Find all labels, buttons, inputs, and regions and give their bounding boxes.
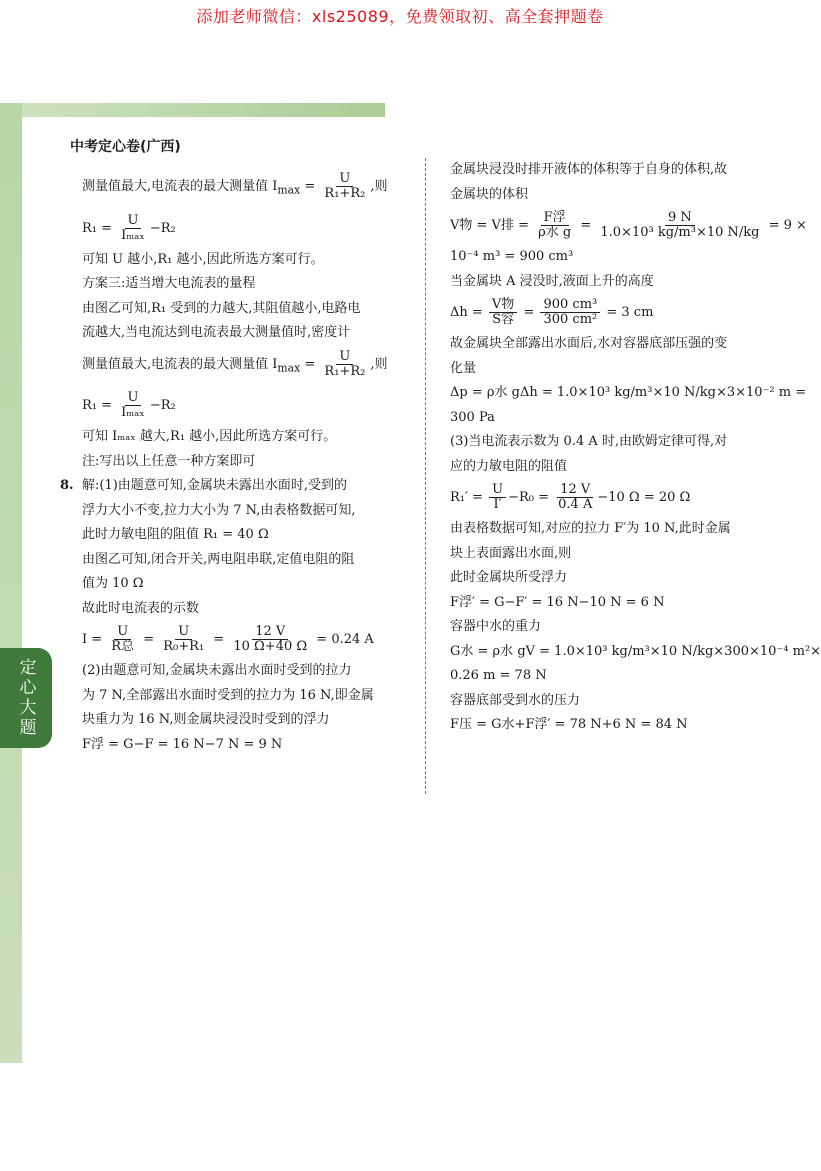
text-line: 由表格数据可知,对应的拉力 F′为 10 N,此时金属 [450, 521, 731, 536]
page-header: 中考定心卷(广西) [70, 139, 181, 155]
text-line: 流越大,当电流达到电流表最大测量值时,密度计 [82, 325, 351, 341]
numerator: 12 V [252, 625, 288, 640]
numerator: 12 V [557, 483, 593, 498]
text-line: 可知 U 越小,R₁ 越小,因此所选方案可行。 [82, 251, 324, 267]
fraction [108, 625, 137, 654]
fraction [118, 214, 148, 243]
text-line [82, 346, 417, 388]
text: 测量值最大,电流表的最大测量值 I [82, 179, 278, 194]
text-line: (2)由题意可知,金属块未露出水面时受到的拉力 [82, 663, 352, 679]
text-line: 注:写出以上任意一种方案即可 [82, 453, 256, 469]
denominator: I′ [493, 497, 502, 512]
text: 解:(1)由题意可知,金属块未露出水面时,受到的 [82, 478, 348, 494]
formula-line: I = $\frac{U}{\text{R总}}$ = $\frac{U}{\text{R₀+R₁}}$ = $\frac{12 V}{10 \Omega+40 \Omega}$ = 0.24 A [82, 624, 374, 655]
text: −R₀ = [508, 490, 554, 505]
formula-line: F压 = G水+F浮′ = 78 N+6 N = 84 N [450, 717, 688, 732]
numerator: U [125, 214, 142, 229]
denominator: ρ水 g [538, 225, 572, 240]
fraction [489, 298, 517, 327]
formula-line: 0.26 m = 78 N [450, 668, 547, 683]
page-top-border [0, 103, 385, 117]
text-line: 为 7 N,全部露出水面时受到的拉力为 16 N,即金属 [82, 687, 374, 703]
text: ,则 [370, 356, 388, 372]
text-line: 块重力为 16 N,则金属块浸没时受到的浮力 [82, 712, 330, 728]
text: ,则 [370, 179, 388, 194]
text: R₁′ = [450, 490, 488, 505]
formula-line: F浮 = G−F = 16 N−7 N = 9 N [82, 736, 283, 752]
text-line: 金属块的体积 [450, 186, 529, 202]
column-divider [425, 158, 426, 794]
text-line: 值为 10 Ω [82, 576, 144, 592]
formula-line [82, 210, 417, 248]
watermark-banner: 添加老师微信：xls25089，免费领取初、高全套押题卷 [196, 7, 604, 26]
denominator: R₁+R₂ [324, 186, 366, 201]
fraction [321, 350, 368, 379]
numerator: V物 [489, 298, 517, 313]
text-line: 此时金属块所受浮力 [450, 570, 568, 585]
question-number: 8. [60, 478, 74, 494]
formula-line: 10⁻⁴ m³ = 900 cm³ [450, 249, 574, 264]
section-side-tab: 定心大题 [0, 648, 52, 748]
denominator: 0.4 A [558, 497, 593, 512]
text-line: 此时力敏电阻的阻值 R₁ = 40 Ω [82, 527, 269, 543]
right-column [450, 158, 821, 738]
text: R₁ = [82, 398, 117, 414]
text-line: 浮力大小不变,拉力大小为 7 N,由表格数据可知, [82, 502, 356, 518]
text: 测量值最大,电流表的最大测量值 I [82, 356, 278, 372]
text-line: 当金属块 A 浸没时,液面上升的高度 [450, 273, 654, 289]
fraction [321, 172, 368, 201]
text-line: 金属块浸没时排开液体的体积等于自身的体积,故 [450, 162, 728, 177]
denominator: R总 [111, 639, 135, 655]
formula-line [450, 479, 790, 517]
fraction [489, 483, 506, 512]
numerator: U [336, 350, 353, 365]
subscript: max [277, 183, 301, 197]
page-left-border [0, 103, 22, 1063]
text-line: 化量 [450, 360, 477, 376]
fraction [535, 211, 574, 240]
formula-line: V物 = V排 = $\frac{\text{F浮}}{\text{ρ水 g}}$ = $\frac{9 N}{\text{1.0×10³ kg/m³×10 N/kg}}$ = 9 × [450, 210, 807, 240]
text-line: 容器底部受到水的压力 [450, 692, 581, 708]
denominator: R₀+R₁ [163, 639, 205, 655]
fraction [555, 483, 595, 512]
text-line [60, 474, 417, 499]
text: I = [82, 632, 107, 648]
formula-line: G水 = ρ水 gV = 1.0×10³ kg/m³×10 N/kg×300×10⁻⁴ m²× [450, 643, 821, 659]
text-line: 块上表面露出水面,则 [450, 545, 572, 561]
formula-line: F浮′ = G−F′ = 16 N−10 N = 6 N [450, 594, 665, 610]
text-line: (3)当电流表示数为 0.4 A 时,由欧姆定律可得,对 [450, 434, 728, 449]
numerator: U [489, 483, 506, 498]
fraction [540, 298, 600, 327]
formula-line: Δh = $\frac{\text{V物}}{\text{S容}}$ = $\frac{\text{900 cm³}}{\text{300 cm²}}$ = 3 cm [450, 297, 654, 327]
left-column [60, 168, 417, 757]
fraction [230, 625, 310, 654]
text-line: 故金属块全部露出水面后,水对容器底部压强的变 [450, 336, 728, 351]
text: Δh = [450, 305, 487, 320]
text-line: 可知 Iₘₐₓ 越大,R₁ 越小,因此所选方案可行。 [82, 429, 337, 445]
text-line [82, 168, 417, 210]
subscript: max [277, 361, 301, 375]
text-line: 由图乙可知,R₁ 受到的力越大,其阻值越小,电路电 [82, 300, 361, 316]
formula-line: Δp = ρ水 gΔh = 1.0×10³ kg/m³×10 N/kg×3×10⁻² m = [450, 385, 807, 400]
numerator: U [114, 625, 131, 640]
text-line: 方案三:适当增大电流表的量程 [82, 276, 256, 292]
text: = 9 × [764, 218, 807, 233]
formula-line [82, 387, 417, 425]
denominator: 10 Ω+40 Ω [233, 639, 308, 655]
denominator: 1.0×10³ kg/m³×10 N/kg [600, 225, 760, 240]
denominator: Iₘₐₓ [121, 227, 145, 243]
numerator: F浮 [541, 211, 569, 226]
fraction [160, 625, 207, 654]
numerator: 900 cm³ [540, 298, 600, 313]
numerator: U [336, 172, 353, 187]
denominator: Iₘₐₓ [121, 405, 145, 421]
text-line: 容器中水的重力 [450, 619, 542, 634]
numerator: U [175, 625, 192, 640]
denominator: S容 [492, 312, 515, 327]
fraction [118, 391, 148, 420]
text: = 0.24 A [312, 632, 374, 648]
text: R₁ = [82, 220, 117, 236]
denominator: R₁+R₂ [324, 363, 366, 379]
denominator: 300 cm² [543, 312, 598, 327]
text: = [300, 179, 320, 194]
formula-line: 300 Pa [450, 409, 495, 425]
fraction [597, 211, 762, 240]
text: −R₂ [149, 220, 176, 236]
text-line: 应的力敏电阻的阻值 [450, 458, 568, 474]
text-line: 故此时电流表的示数 [82, 600, 200, 616]
text: = [300, 356, 320, 372]
text-line: 由图乙可知,闭合开关,两电阻串联,定值电阻的阻 [82, 551, 355, 567]
numerator: 9 N [665, 211, 695, 226]
text: = 3 cm [602, 305, 654, 320]
numerator: U [125, 391, 142, 406]
text: −R₂ [149, 398, 176, 414]
text: V物 = V排 = [450, 218, 534, 233]
text: −10 Ω = 20 Ω [597, 490, 691, 505]
